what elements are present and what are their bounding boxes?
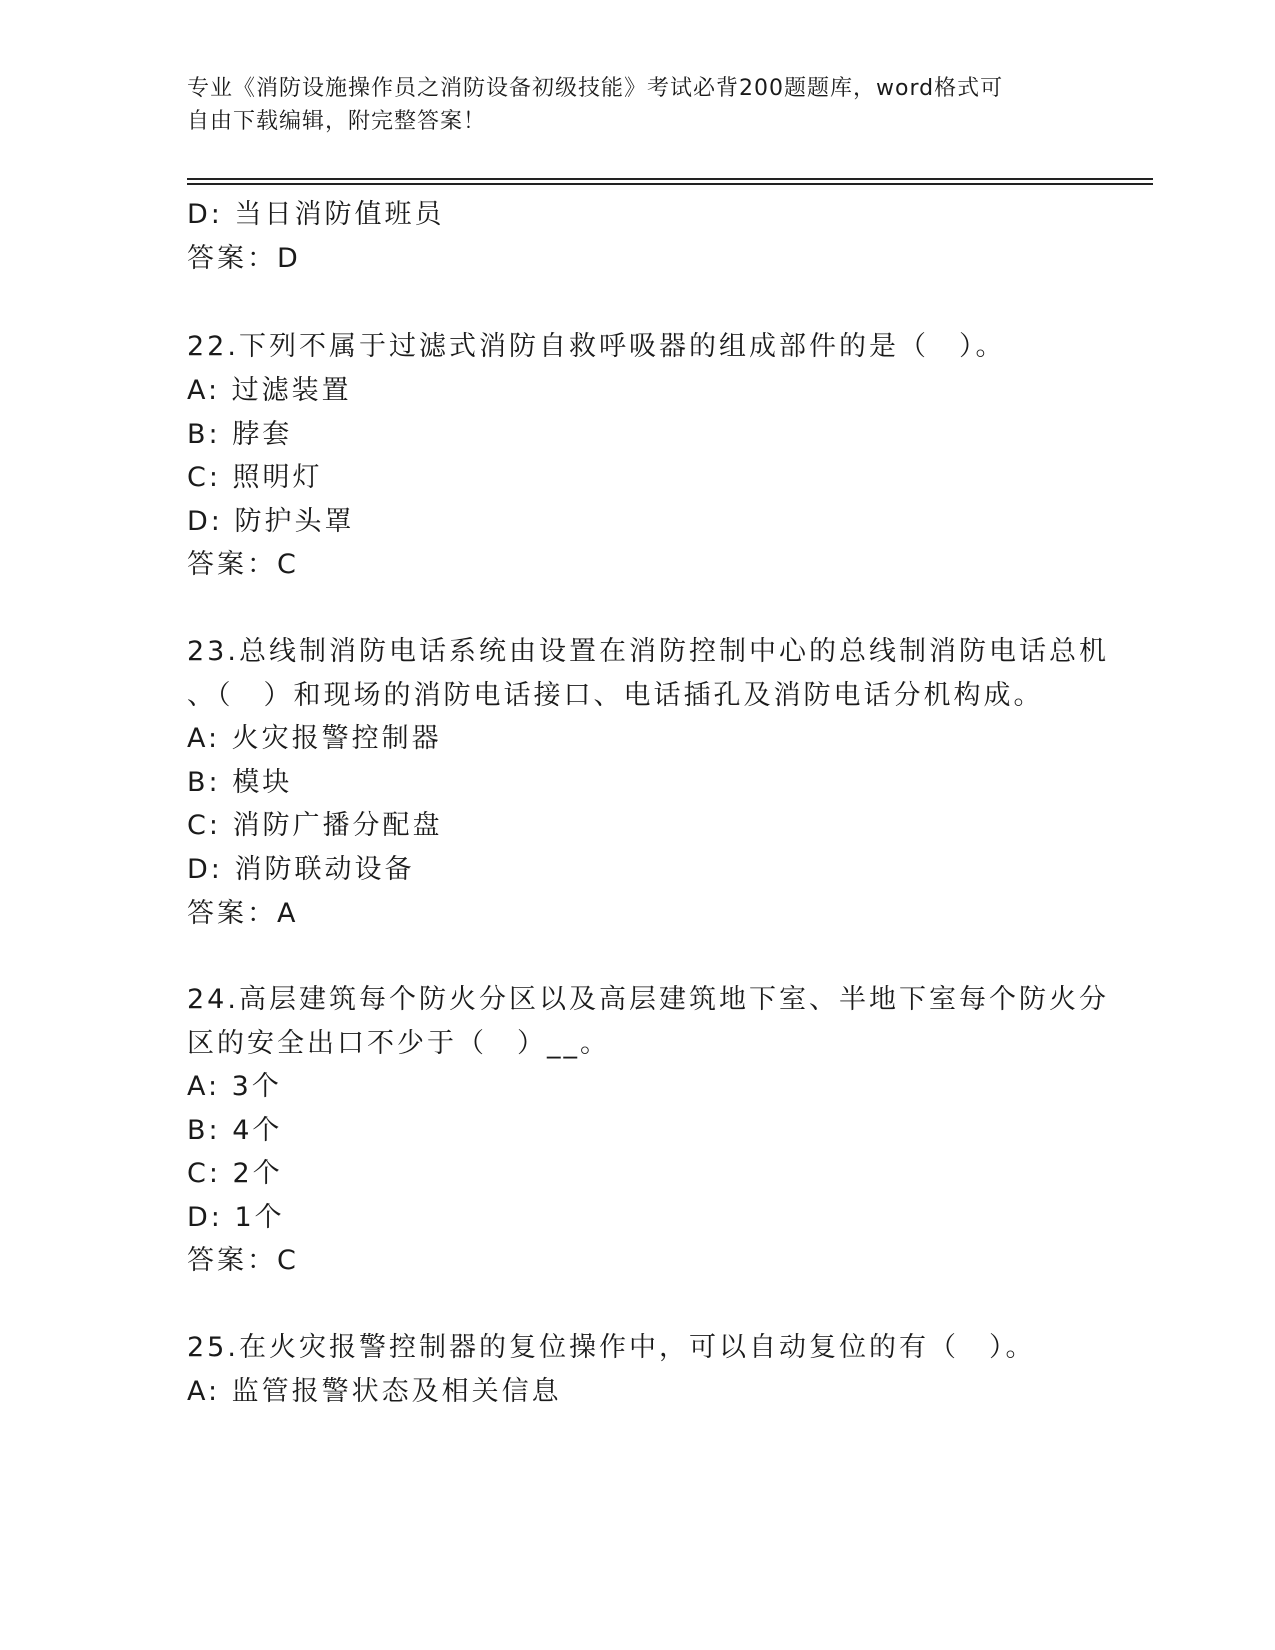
question-22-option-b: B: 脖套 [187,419,293,450]
prev-answer: 答案：D [187,243,301,274]
question-24-option-a: A: 3个 [187,1071,282,1102]
question-22-option-a: A: 过滤装置 [187,375,352,406]
header-line-1: 专业《消防设施操作员之消防设备初级技能》考试必背200题题库，word格式可 [187,76,1004,101]
header-divider-top [187,178,1153,180]
question-22-stem: 22.下列不属于过滤式消防自救呼吸器的组成部件的是（ ）。 [187,331,1006,362]
question-23-stem-line-2: 、（ ）和现场的消防电话接口、电话插孔及消防电话分机构成。 [187,680,1044,711]
question-24-option-c: C: 2个 [187,1158,283,1189]
question-23-option-d: D: 消防联动设备 [187,854,415,885]
document-header [187,72,1067,138]
question-22-option-d: D: 防护头罩 [187,506,355,537]
question-22-answer: 答案：C [187,549,299,580]
prev-option-d: D: 当日消防值班员 [187,199,445,230]
question-24-option-b: B: 4个 [187,1115,283,1146]
question-24-stem-line-1: 24.高层建筑每个防火分区以及高层建筑地下室、半地下室每个防火分 [187,984,1109,1015]
question-22-option-c: C: 照明灯 [187,462,323,493]
question-23-option-a: A: 火灾报警控制器 [187,723,442,754]
question-25-option-a: A: 监管报警状态及相关信息 [187,1376,562,1407]
question-23-stem-line-1: 23.总线制消防电话系统由设置在消防控制中心的总线制消防电话总机 [187,636,1109,667]
question-23-answer: 答案：A [187,898,299,929]
question-24-stem-line-2: 区的安全出口不少于（ ）__。 [187,1028,610,1059]
question-23-option-b: B: 模块 [187,767,293,798]
question-23-option-c: C: 消防广播分配盘 [187,810,443,841]
header-line-2: 自由下载编辑，附完整答案！ [187,109,487,134]
header-divider-bottom [187,183,1153,185]
question-24-option-d: D: 1个 [187,1202,285,1233]
question-25-stem: 25.在火灾报警控制器的复位操作中，可以自动复位的有（ ）。 [187,1332,1036,1363]
question-24-answer: 答案：C [187,1245,299,1276]
